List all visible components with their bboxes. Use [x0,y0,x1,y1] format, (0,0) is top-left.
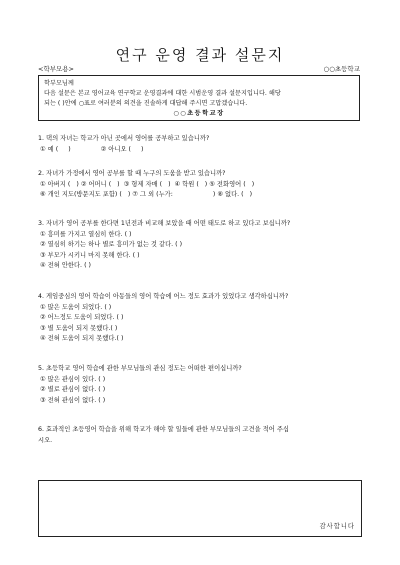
intro-line-2: 되는 ( )안에 ○표로 여러분의 의견을 진솔하게 대답해 주시면 고맙겠습니다. [44,100,248,107]
option[interactable]: ② 열심히 하기는 하나 별로 흥미가 없는 것 같다. ( ) [40,241,183,248]
option[interactable]: ② 별로 관심이 없다. ( ) [40,386,106,393]
option[interactable]: ② 어느정도 도움이 되었다. ( ) [40,314,124,321]
school-label: ○○초등학교 [323,65,360,73]
thanks-text: 감사합니다 [319,523,355,530]
question-6 [38,425,362,446]
option[interactable]: ③ 부모가 시키니 마지 못해 한다. ( ) [40,251,140,259]
survey-title: 연구 운영 결과 설문지 [115,46,285,64]
question-options [38,145,362,156]
question-text: 5. 초등학교 영어 학습에 관한 부모님들의 관심 정도는 어떠한 편이십니까? [38,365,242,372]
question-text: 2. 자녀가 가정에서 영어 공부를 할 때 누구의 도움을 받고 있습니까? [38,170,226,177]
intro-box [38,75,360,121]
option[interactable]: ④ 전혀 도움이 되지 못했다.( ) [40,335,124,342]
question-text-continued: 시오. [38,436,53,444]
opinion-answer-box[interactable] [38,480,362,537]
option-row[interactable]: ⑥ 개인 지도(방문지도 포함) ( ) ⑦ 그 외 (누가: ) ⑧ 없다. ( ) [40,191,253,198]
question-3 [38,219,362,272]
question-4 [38,292,362,345]
option[interactable]: ① 예 ( ) [40,145,71,153]
question-1 [38,134,362,155]
question-text: 3. 자녀가 영어 공부를 한다면 1년전과 비교해 보았을 때 어떤 태도로 하고 있다고 보십니까? [38,220,291,227]
intro-signature: ○○초등학교장 [173,110,225,117]
intro-line-1: 다음 설문은 본교 영어교육 연구학교 운영결과에 대한 시범운영 결과 설문지입니다. 해당 [44,90,281,97]
question-2 [38,169,362,201]
question-5 [38,364,362,406]
question-text: 4. 게임중심의 영어 학습이 아동들의 영어 학습에 어느 정도 효과가 있었다고 생각하십니까? [38,293,289,300]
option[interactable]: ② 아니오 ( ) [100,145,144,153]
option[interactable]: ③ 별 도움이 되지 못했다.( ) [40,324,118,332]
option[interactable]: ④ 전혀 안한다. ( ) [40,262,91,269]
question-text: 6. 효과적인 초등영어 학습을 위해 학교가 해야 할 일들에 관한 부모님들의 고견을 적어 주십 [38,426,290,433]
option-row[interactable]: ① 아버지 ( ) ② 어머니 ( ) ③ 형제 자매 ( ) ④ 학원 ( ) ⑤ 전화영어 ( ) [40,180,255,188]
audience-label: <학부모용> [38,65,75,73]
option[interactable]: ① 많은 관심이 있다. ( ) [40,375,106,383]
option[interactable]: ① 많은 도움이 되었다. ( ) [40,303,112,311]
option[interactable]: ③ 전혀 관심이 없다. ( ) [40,396,106,404]
question-text: 1. 댁의 자녀는 학교가 아닌 곳에서 영어를 공부하고 있습니까? [38,135,210,142]
intro-greeting: 학부모님께 [44,80,74,87]
option[interactable]: ① 흥미를 가지고 열심히 한다. ( ) [40,230,132,238]
